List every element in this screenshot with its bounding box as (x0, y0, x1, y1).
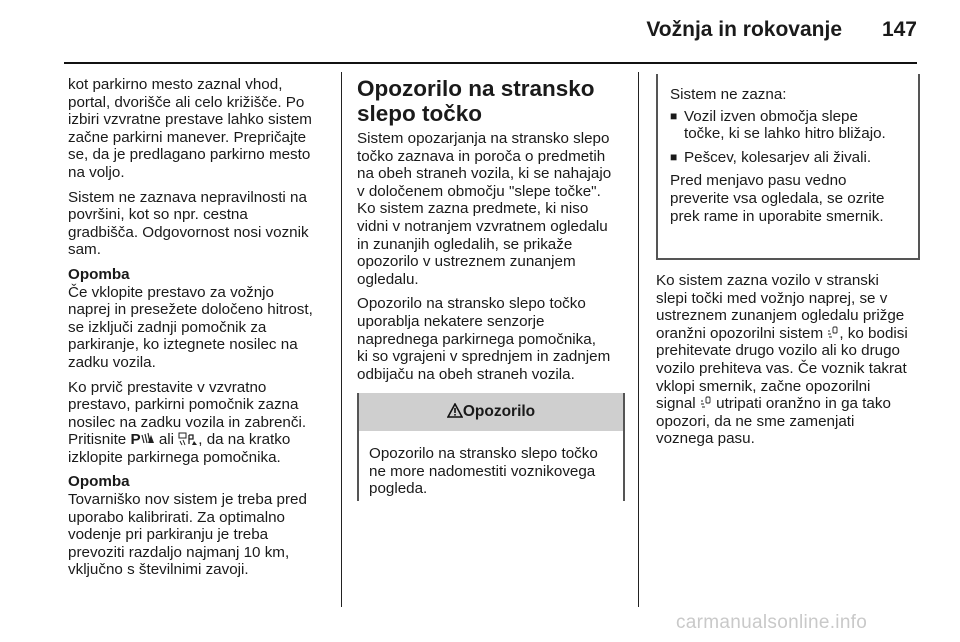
text-line: gradbišča. Odgovornost nosi voznik (68, 223, 309, 241)
text-line: in zunanjih ogledalih, se prikaže (357, 235, 573, 253)
parking-assist-alt-icon (178, 431, 198, 448)
text-line: Ko sistem zazna predmete, ki niso (357, 200, 589, 218)
text-line: nosilec na zadku vozila in zabrenči. (68, 413, 307, 431)
text-line: vključno s številnimi zavoji. (68, 561, 249, 579)
text-line: portal, dvorišče ali celo križišče. Po (68, 93, 305, 111)
note-heading: Opomba (68, 473, 130, 491)
warning-header (359, 393, 623, 431)
text-line: uporabo kalibrirati. Za optimalno (68, 508, 285, 526)
text-line: površini, kot so npr. cestna (68, 206, 248, 224)
text-line: vidni v notranjem vzvratnem ogledalu (357, 217, 608, 235)
text-line: vodenje pri parkiranju je treba (68, 526, 269, 544)
text-fragment: , da na kratko (198, 431, 291, 449)
paragraph-sensors (357, 295, 625, 383)
text-line: prevoziti razdaljo najmanj 10 km, (68, 543, 290, 561)
column-divider-2 (638, 72, 639, 607)
bullet-square-icon: ■ (670, 149, 678, 164)
info-box (656, 74, 920, 260)
warning-triangle-icon (447, 403, 463, 420)
text-line: Sistem ne zaznava nepravilnosti na (68, 188, 307, 206)
text-line: opozorilo v ustreznem zunanjem (357, 253, 576, 271)
column-1 (68, 76, 324, 586)
text-line: se izključi zadnji pomočnik za (68, 318, 267, 336)
text-line: Vozil izven območja slepe (684, 107, 858, 125)
text-line: Pred menjavo pasu vedno (670, 172, 847, 190)
text-line: izklopite parkirnega pomočnika. (68, 448, 281, 466)
text-line: Ko prvič prestavite v vzvratno (68, 378, 267, 396)
text-line: naprej in presežete določeno hitrost, (68, 301, 313, 319)
text-line: zadku vozila. (68, 353, 156, 371)
text-line: točke, ki se lahko hitro bližajo. (684, 125, 886, 143)
text-line: prestavo, parkirni pomočnik zazna (68, 396, 299, 414)
text-line: preverite vsa ogledala, se ozrite (670, 189, 885, 207)
text-line (656, 325, 924, 343)
page-number: 147 (881, 18, 917, 41)
text-line: ogledalu. (357, 270, 419, 288)
text-line: Opozorilo na stransko slepo točko (369, 445, 598, 462)
list-item (670, 149, 908, 167)
blind-spot-warning-icon (827, 325, 839, 342)
text-line: točko zaznava in poroča o predmetih (357, 147, 606, 165)
text-fragment: oranžni opozorilni sistem (656, 324, 828, 342)
text-line: izbiri vzvratne prestave lahko sistem (68, 111, 312, 129)
paragraph-parking-intro (68, 76, 324, 182)
text-line: pogleda. (369, 480, 428, 498)
symbol-letter: P (130, 431, 141, 449)
text-line: parkiranje, ko iztegnete nosilec na (68, 336, 298, 354)
paragraph-blind-spot (357, 130, 625, 288)
list-item-text: Pešcev, kolesarjev ali živali. (684, 148, 872, 166)
column-divider-1 (341, 72, 342, 607)
text-fragment: ali (154, 431, 179, 449)
text-line: ki so vgrajeni v sprednjem in zadnjem (357, 348, 611, 366)
text-fragment: signal (656, 395, 700, 413)
text-line: naprednega parkirnega pomočnika, (357, 330, 596, 348)
note-2 (68, 473, 324, 579)
note-heading: Opomba (68, 265, 130, 283)
text-line: vozilo prehiteva vas. Če voznik takrat (656, 359, 907, 377)
text-line: opozori, da ne sme zamenjati (656, 412, 855, 430)
text-line: vklopi smernik, začne opozorilni (656, 377, 871, 395)
text-line: na voljo. (68, 163, 125, 181)
paragraph-warning-signal (656, 272, 924, 448)
section-title-line: Opozorilo na stransko (357, 76, 595, 101)
text-line: ustreznem zunanjem ogledalu prižge (656, 307, 905, 325)
text-line: uporablja nekatere senzorje (357, 312, 545, 330)
list-item (670, 108, 908, 143)
warning-title: Opozorilo (462, 403, 536, 420)
warning-body (359, 431, 623, 498)
note-1 (68, 266, 324, 372)
parking-assist-button-icon (130, 431, 154, 448)
paragraph-surface (68, 189, 324, 259)
bullet-square-icon: ■ (670, 108, 678, 123)
paragraph-reverse (68, 379, 324, 467)
header-rule (64, 62, 917, 64)
column-2 (357, 76, 625, 390)
text-line: prehitevate drugo vozilo ali ko drugo (656, 342, 900, 360)
text-line: Sistem opozarjanja na stransko slepo (357, 130, 610, 147)
list-item-text (684, 108, 886, 143)
text-line: v določenem območju "slepe točke". (357, 182, 601, 200)
text-line: sam. (68, 241, 101, 259)
text-line: Ko sistem zazna vozilo v stranski (656, 272, 879, 289)
text-fragment: , ko bodisi (839, 324, 908, 342)
text-line: začne parkirni manever. Prepričajte (68, 128, 307, 146)
text-line (656, 395, 924, 413)
blind-spot-warning-icon (700, 395, 712, 412)
text-line: kot parkirno mesto zaznal vhod, (68, 76, 283, 93)
text-line: voznega pasu. (656, 430, 755, 448)
page-header-title: Vožnja in rokovanje (646, 18, 842, 41)
text-line: Če vklopite prestavo za vožnjo (68, 283, 274, 301)
text-line (68, 431, 324, 449)
warning-box (357, 393, 625, 501)
text-line: ne more nadomestiti voznikovega (369, 462, 596, 480)
section-title (357, 76, 625, 126)
text-line: Tovarniško nov sistem je treba pred (68, 491, 307, 509)
text-line: na obeh straneh vozila, ki se nahajajo (357, 165, 612, 183)
section-title-line: slepo točko (357, 101, 483, 126)
text-line: slepi točki med vožnjo naprej, se v (656, 289, 888, 307)
column-3-text (656, 272, 924, 455)
text-fragment: Pritisnite (68, 431, 131, 449)
watermark: carmanualsonline.info (676, 612, 868, 633)
text-line: Opozorilo na stransko slepo točko (357, 295, 586, 313)
text-fragment: utripati oranžno in ga tako (711, 395, 891, 413)
text-line: prek rame in uporabite smernik. (670, 207, 884, 225)
text-line: odbijaču na obeh straneh vozila. (357, 365, 575, 383)
box-intro: Sistem ne zazna: (670, 86, 787, 103)
text-line: se, da je predlagano parkirno mesto (68, 146, 311, 164)
